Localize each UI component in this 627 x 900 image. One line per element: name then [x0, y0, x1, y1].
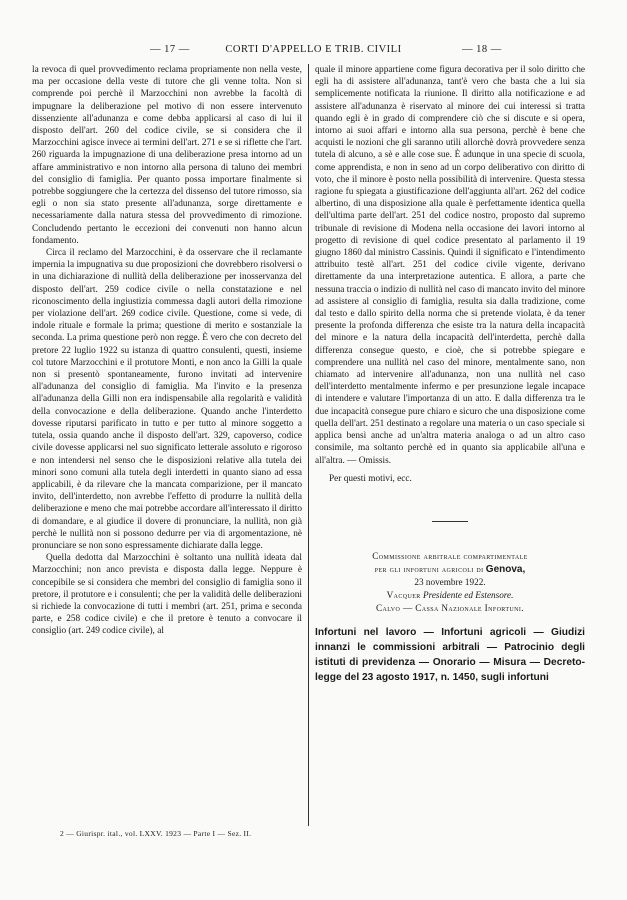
parties-line: Calvo — Cassa Nazionale Infortuni. [376, 602, 524, 613]
page-number-right: — 18 — [462, 44, 502, 55]
decision-date: 23 novembre 1922. [414, 576, 486, 587]
president-line: Vacquer Presidente ed Estensore. [386, 589, 514, 600]
commission-city: Genova, [485, 563, 526, 575]
left-column [32, 64, 302, 824]
page-number-left: — 17 — [150, 44, 190, 55]
running-header [32, 40, 595, 60]
closing-formula: Per questi motivi, ecc. [329, 473, 412, 484]
page-body [32, 64, 595, 824]
right-column [315, 64, 585, 824]
column-divider [308, 64, 309, 826]
paragraph: quale il minore appartiene come figura decorativa per il solo diritto che egli ha di assistere all'adunanza, tant'è vero che basta che a lui sia semplicemente notificata la riunione. Il diritto alla notificazione e ad assistere all'adunanza è riservato al minore dei cui interessi si tratta quando egli è in grado di comprendere ciò che si discute e si opera, intorno ai suoi affari e intorno alla sua persona, perchè è bene che acquisti le nozioni che gli saranno utili allorchè dovrà provvedere senza tutela di alcuno, a sè e alle cose sue. È adunque in una specie di scuola, come apprendista, e non in seno ad un corpo deliberativo con diritto di voto, che il minore è posto nella possibilità di intervenire. Questa stessa ragione fu spiegata a giustificazione dell'aggiunta all'art. 262 del codice albertino, di una disposizione alla quale è perfettamente identica quella dell'ultima parte dell'art. 251 del codice nostro, proposto dal supremo tribunale di revisione di Modena nella occasione dei lavori intorno al progetto di revisione di quel codice presentato al parlamento il 19 giugno 1860 dal ministro Cassinis. Quindi il significato e l'intendimento attribuito testè all'art. 251 del codice civile vigente, derivano direttamente da una interpretazione autentica. E allora, a parte che nessuna traccia o indizio di nullità nel caso di mancato invito del minore ad assistere al consiglio di famiglia, resulta sia dalla tradizione, come dal testo e dallo spirito della norma che si pretende violata, è da tener presente la profonda differenza che esiste tra la natura della incapacità del minore e la natura della incapacità dell'interdetta, perchè dalla differenza consegue questo, e cioè, che si potrebbe spiegare e comprendere una nullità nel caso del minore, mentalmente sano, non chiamato ad intervenire all'adunanza, non una nullità nel caso dell'interdetto mentalmente infermo e per presunzione legale incapace di intendere e valutare l'importanza di un atto. E dalla differenza tra le due incapacità consegue pure chiaro e sicuro che una disposizione come quella dell'art. 251 destinato a regolare una materia o un caso speciale si applica bensì anche ad un'altra materia analoga o ad un altro caso consimile, ma soltanto perchè ed in quanto sia applicabile all'una e all'altra. — Omissis. [315, 65, 585, 466]
separator-rule [432, 521, 468, 522]
commission-line-1: Commissione arbitrale compartimentale [372, 550, 528, 561]
section-title: CORTI D'APPELLO E TRIB. CIVILI [225, 44, 402, 55]
paragraph: Circa il reclamo del Marzocchini, è da osservare che il reclamante impernia la impugnativa su due proposizioni che dovrebbero risolversi o in una dichiarazione di nullità della deliberazione per inosservanza del disposto dell'art. 259 codice civile o nella constatazione e nel riconoscimento della ingiustizia commessa dagli autori della rimozione per violazione dell'art. 269 codice civile. Questione, come si vede, di indole rituale e formale la prima; questione di merito e sostanziale la seconda. La prima questione però non regge. È vero che con decreto del pretore 22 luglio 1922 su istanza di quattro consulenti, questi, insieme col tutore Marzocchini e il protutore Monti, e non anco la Gilli la quale non si presentò spontaneamente, furono invitati ad intervenire all'adunanza del consiglio di famiglia. Ma l'invito e la presenza all'adunanza della Gilli non era indispensabile alla regolarità e validità della convocazione e della deliberazione. Quando anche l'interdetto dovesse riputarsi parificato in tutto e per tutto al minore soggetto a tutela, ossia quando anche il disposto dell'art. 329, capoverso, codice civile dovesse applicarsi nel suo significato letterale assoluto e rigoroso e non intendersi nel senso che le disposizioni relative alla tutela dei minori sono comuni alla tutela degli interdetti in quanto siano ad essa applicabili, è da rilevare che la mancata comparizione, per il mancato invito, dell'interdetto, non avrebbe l'effetto di produrre la nullità della deliberazione e meno che mai potrebbe accordare all'interessato il diritto di domandare, e al giudice il dovere di pronunciare, la nullità, non già perchè le nullità non si possono dedurre per via di argomentazione, nè pronunciare se non sono espressamente dichiarate dalla legge. [32, 248, 302, 551]
massima-headnote: Infortuni nel lavoro — Infortuni agricoli — Giudizi innanzi le commissioni arbitrali — Patrocinio degli istituti di previdenza — Onorario — Misura — Decreto-legge del 23 agosto 1917, n. 1450, sugli infortuni [315, 626, 585, 683]
commission-heading [315, 550, 585, 615]
commission-line-2: per gli infortuni agricoli di Genova, [374, 563, 526, 575]
paragraph: Quella dedotta dal Marzocchini è soltanto una nullità ideata dal Marzocchini; non anco prevista e disposta dalla legge. Neppure è concepibile se si considera che membri del consiglio di famiglia sono il pretore, il protutore e i consulenti; che per la validità delle deliberazioni si richiede la convocazione di tutti i membri (art. 251, prima e seconda parte, e 258 codice civile) e che il pretore è tenuto a convocare il consiglio (art. 249 codice civile), al [32, 553, 302, 637]
paragraph: la revoca di quel provvedimento reclama propriamente non nella veste, ma per occasione della veste di tutore che gli venne tolta. Non si comprende poi perchè il Marzocchini non avrebbe la facoltà di impugnare la deliberazione pel motivo di non essere intervenuto dissenziente all'adunanza e come debba applicarsi al caso di lui il disposto dell'art. 260 del codice civile, se si considera che il Marzocchini agisce invece ai termini dell'art. 271 e se si riflette che l'art. 260 riguarda la impugnazione di una deliberazione presa intorno ad un affare amministrativo e non intorno alla persona di taluno dei membri del consiglio di famiglia. Per quanto possa importare finalmente si potrebbe soggiungere che la certezza del dissenso del tutore rimosso, sia egli o non sia stato presente all'adunanza, sorge direttamente e necessariamente dalla natura stessa del provvedimento di rimozione. Concludendo pertanto le eccezioni dei convenuti non hanno alcun fondamento. [32, 65, 302, 246]
page-footer: 2 — Giurispr. ital., vol. LXXV. 1923 — Parte I — Sez. II. [60, 829, 252, 838]
